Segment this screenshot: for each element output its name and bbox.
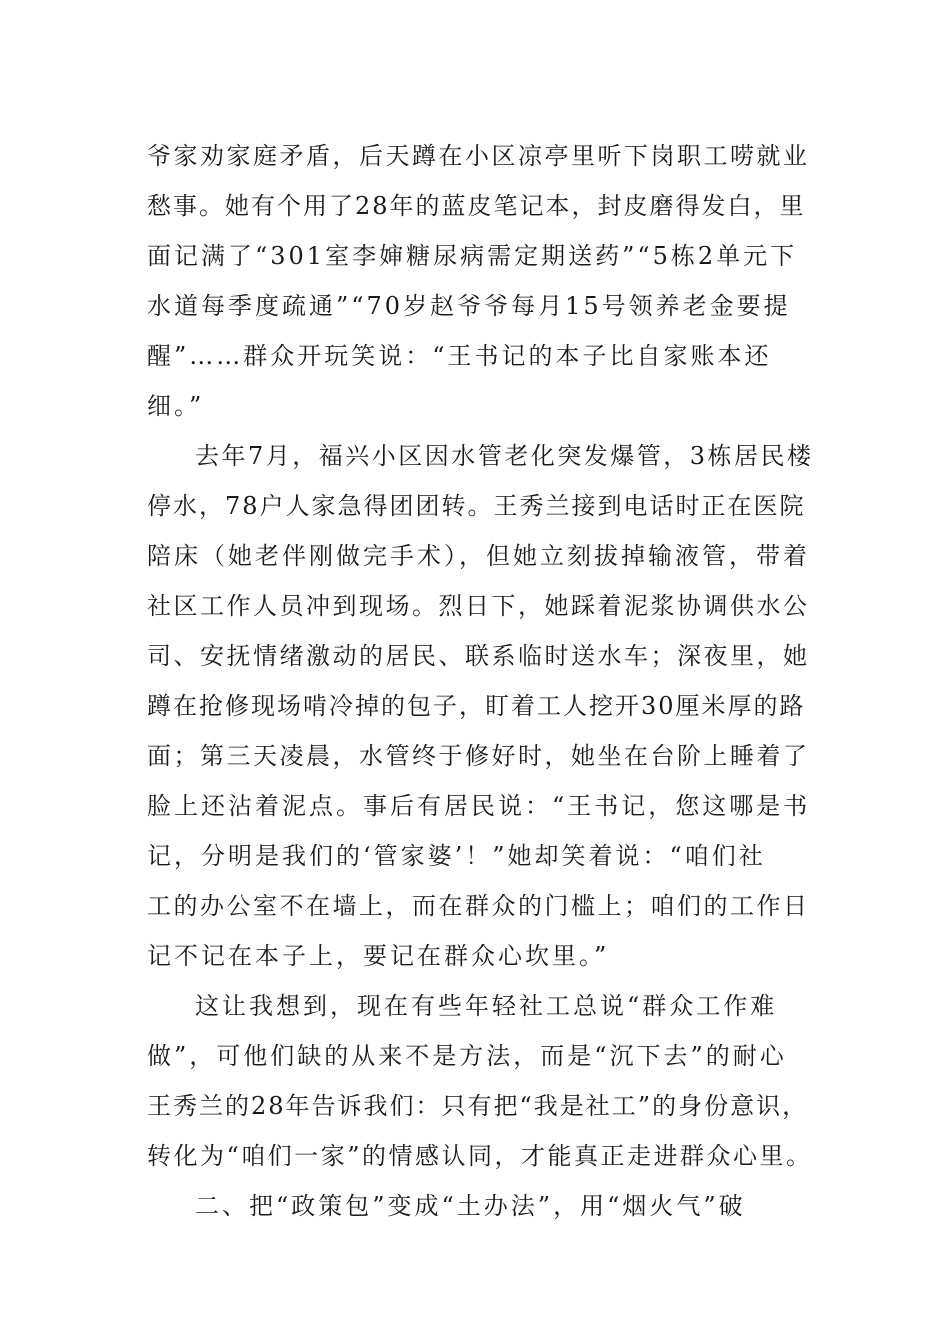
text-line: 醒”……群众开玩笑说：“王书记的本子比自家账本还	[147, 342, 772, 370]
document-page	[147, 131, 817, 1231]
text-line: 王秀兰的28年告诉我们：只有把“我是社工”的身份意识，	[147, 1092, 809, 1120]
text-line: 转化为“咱们一家”的情感认同，才能真正走进群众心里。	[147, 1142, 813, 1170]
text-line: 停水，78户人家急得团团转。王秀兰接到电话时正在医院	[147, 492, 806, 520]
text-line: 蹲在抢修现场啃冷掉的包子，盯着工人挖开30厘米厚的路	[147, 692, 806, 720]
text-line: 社区工作人员冲到现场。烈日下，她踩着泥浆协调供水公	[147, 592, 810, 620]
paragraph-1	[147, 131, 817, 431]
heading-line: 二、把“政策包”变成“土办法”，用“烟火气”破	[195, 1192, 746, 1220]
text-line: 脸上还沾着泥点。事后有居民说：“王书记，您这哪是书	[147, 792, 811, 820]
text-line: 爷家劝家庭矛盾，后天蹲在小区凉亭里听下岗职工唠就业	[147, 142, 810, 170]
text-line: 去年7月，福兴小区因水管老化突发爆管，3栋居民楼	[195, 442, 814, 470]
paragraph-2	[147, 431, 817, 981]
text-line: 这让我想到，现在有些年轻社工总说“群众工作难	[195, 992, 778, 1020]
text-line: 水道每季度疏通”“70岁赵爷爷每月15号领养老金要提	[147, 292, 791, 320]
text-line: 细。”	[147, 392, 205, 420]
text-line: 面记满了“301室李婶糖尿病需定期送药”“5栋2单元下	[147, 242, 798, 270]
text-line: 司、安抚情绪激动的居民、联系临时送水车；深夜里，她	[147, 642, 810, 670]
paragraph-3	[147, 981, 817, 1181]
text-line: 面；第三天凌晨，水管终于修好时，她坐在台阶上睡着了	[147, 742, 810, 770]
text-line: 工的办公室不在墙上，而在群众的门槛上；咱们的工作日	[147, 892, 810, 920]
text-line: 记，分明是我们的‘管家婆’！”她却笑着说：“咱们社	[147, 842, 766, 870]
section-heading	[147, 1181, 817, 1231]
text-line: 做”，可他们缺的从来不是方法，而是“沉下去”的耐心	[147, 1042, 787, 1070]
text-line: 记不记在本子上，要记在群众心坎里。”	[147, 942, 610, 970]
text-line: 陪床（她老伴刚做完手术），但她立刻拔掉输液管，带着	[147, 542, 810, 570]
text-line: 愁事。她有个用了28年的蓝皮笔记本，封皮磨得发白，里	[147, 192, 806, 220]
